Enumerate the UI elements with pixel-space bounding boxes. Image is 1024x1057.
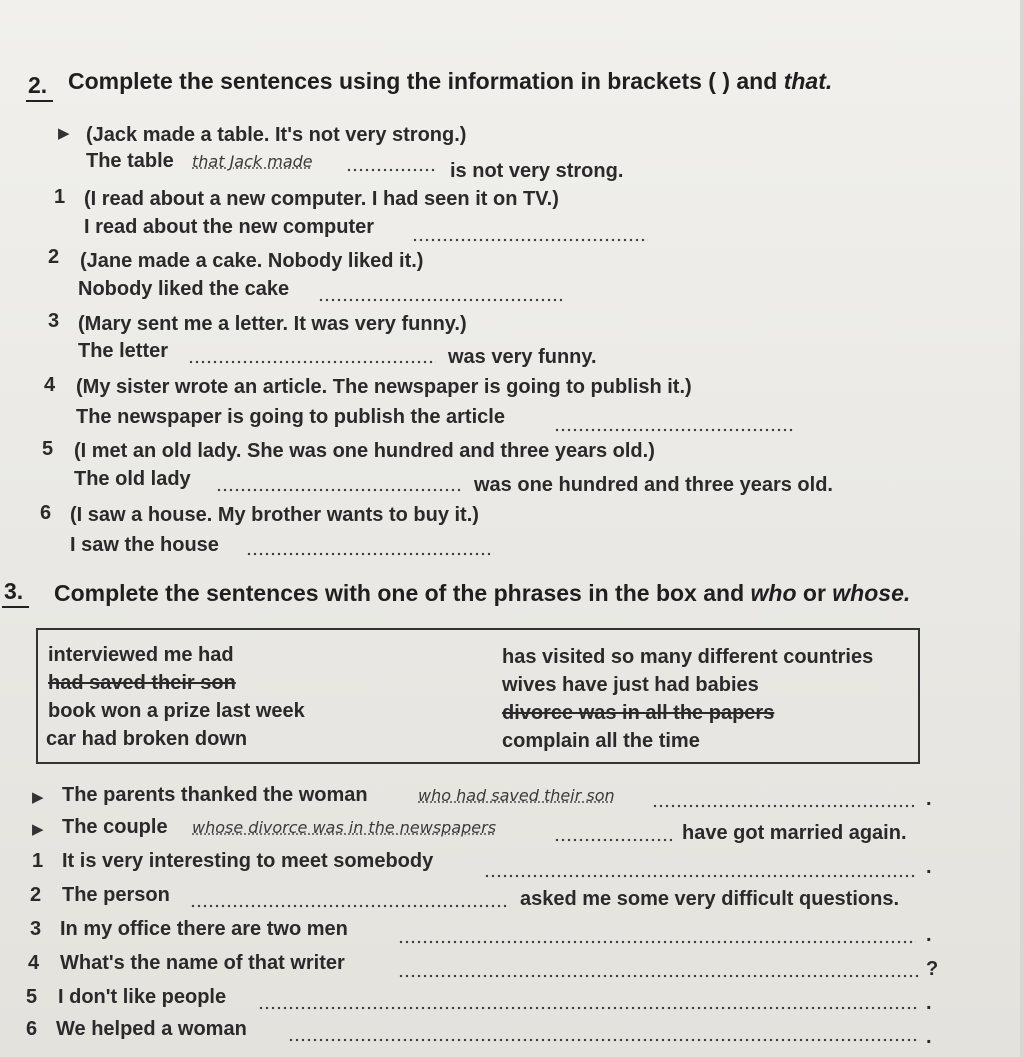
answer-blank[interactable]	[246, 552, 494, 556]
answer-blank[interactable]	[288, 1038, 920, 1042]
box-phrase-used: divorce was in all the papers	[502, 702, 775, 724]
answer-blank[interactable]	[216, 488, 462, 492]
answer-blank[interactable]	[318, 298, 562, 302]
example-before: The table	[86, 150, 174, 172]
item-prompt: (Mary sent me a letter. It was very funny.)	[78, 313, 467, 335]
item-sentence: What's the name of that writer	[60, 952, 345, 974]
item-prompt: (I saw a house. My brother wants to buy it.)	[70, 504, 479, 526]
item-after: .	[926, 856, 932, 878]
example-before: The couple	[62, 816, 168, 838]
answer-blank[interactable]	[398, 974, 920, 978]
answer-blank[interactable]	[188, 360, 436, 364]
box-phrase: wives have just had babies	[502, 674, 759, 696]
example-answer: who had saved their son	[418, 786, 615, 805]
box-phrase-used: had saved their son	[48, 672, 236, 694]
section-3-heading: Complete the sentences with one of the phrases in the box and who or whose.	[54, 580, 911, 606]
item-number: 2	[30, 884, 42, 906]
item-sentence: The old lady	[74, 468, 191, 490]
item-after: was one hundred and three years old.	[474, 474, 833, 496]
answer-blank[interactable]	[190, 904, 510, 908]
item-number: 3	[48, 310, 60, 332]
item-sentence: It is very interesting to meet somebody	[62, 850, 434, 872]
item-sentence: I read about the new computer	[84, 216, 375, 238]
item-number: 6	[40, 502, 52, 524]
item-number: 6	[26, 1018, 38, 1040]
item-number: 4	[44, 374, 56, 396]
example-arrow-icon: ▶	[32, 821, 44, 838]
item-after: was very funny.	[448, 346, 597, 368]
section-3-number: 3.	[4, 578, 24, 604]
item-after: .	[926, 1026, 932, 1048]
page-edge	[1020, 0, 1024, 1057]
item-number: 1	[54, 186, 66, 208]
item-sentence: The letter	[78, 340, 169, 362]
answer-blank[interactable]	[398, 940, 916, 944]
section-2-number: 2.	[28, 72, 48, 98]
item-sentence: We helped a woman	[56, 1018, 247, 1040]
example-blank	[652, 804, 914, 808]
answer-blank[interactable]	[412, 238, 648, 242]
example-blank	[346, 168, 436, 172]
item-sentence: I don't like people	[58, 986, 227, 1008]
item-prompt: (I met an old lady. She was one hundred and three years old.)	[74, 440, 655, 462]
box-phrase: book won a prize last week	[48, 700, 305, 722]
example-arrow-icon: ▶	[32, 789, 44, 806]
item-prompt: (I read about a new computer. I had seen it on TV.)	[84, 188, 559, 210]
box-phrase: car had broken down	[46, 728, 248, 750]
example-after: .	[926, 788, 932, 810]
section-2-heading: Complete the sentences using the information in brackets ( ) and that.	[68, 68, 833, 94]
item-number: 5	[26, 986, 38, 1008]
example-before: The parents thanked the woman	[62, 784, 368, 806]
item-number: 4	[28, 952, 40, 974]
item-sentence: In my office there are two men	[60, 918, 348, 940]
item-sentence: The newspaper is going to publish the article	[76, 406, 505, 428]
item-number: 1	[32, 850, 44, 872]
box-phrase: interviewed me had	[48, 644, 234, 666]
item-after: .	[926, 992, 932, 1014]
item-number: 5	[42, 438, 54, 460]
item-prompt: (Jane made a cake. Nobody liked it.)	[80, 250, 424, 272]
item-sentence: The person	[62, 884, 170, 906]
item-sentence: Nobody liked the cake	[78, 278, 290, 300]
item-after: ?	[926, 958, 939, 980]
example-prompt: (Jack made a table. It's not very strong.)	[86, 124, 467, 146]
item-number: 3	[30, 918, 42, 940]
example-answer: whose divorce was in the newspapers	[192, 818, 497, 837]
answer-blank[interactable]	[484, 874, 916, 878]
answer-blank[interactable]	[554, 428, 794, 432]
example-blank	[554, 838, 672, 842]
example-after: have got married again.	[682, 822, 907, 844]
box-phrase: complain all the time	[502, 730, 700, 752]
item-number: 2	[48, 246, 60, 268]
box-phrase: has visited so many different countries	[502, 646, 874, 668]
example-after: is not very strong.	[450, 160, 624, 182]
example-arrow-icon: ▶	[58, 125, 70, 142]
item-after: asked me some very difficult questions.	[520, 888, 900, 910]
item-after: .	[926, 924, 932, 946]
example-answer: that Jack made	[192, 152, 313, 171]
answer-blank[interactable]	[258, 1006, 918, 1010]
item-prompt: (My sister wrote an article. The newspaper is going to publish it.)	[76, 376, 692, 398]
item-sentence: I saw the house	[70, 534, 219, 556]
